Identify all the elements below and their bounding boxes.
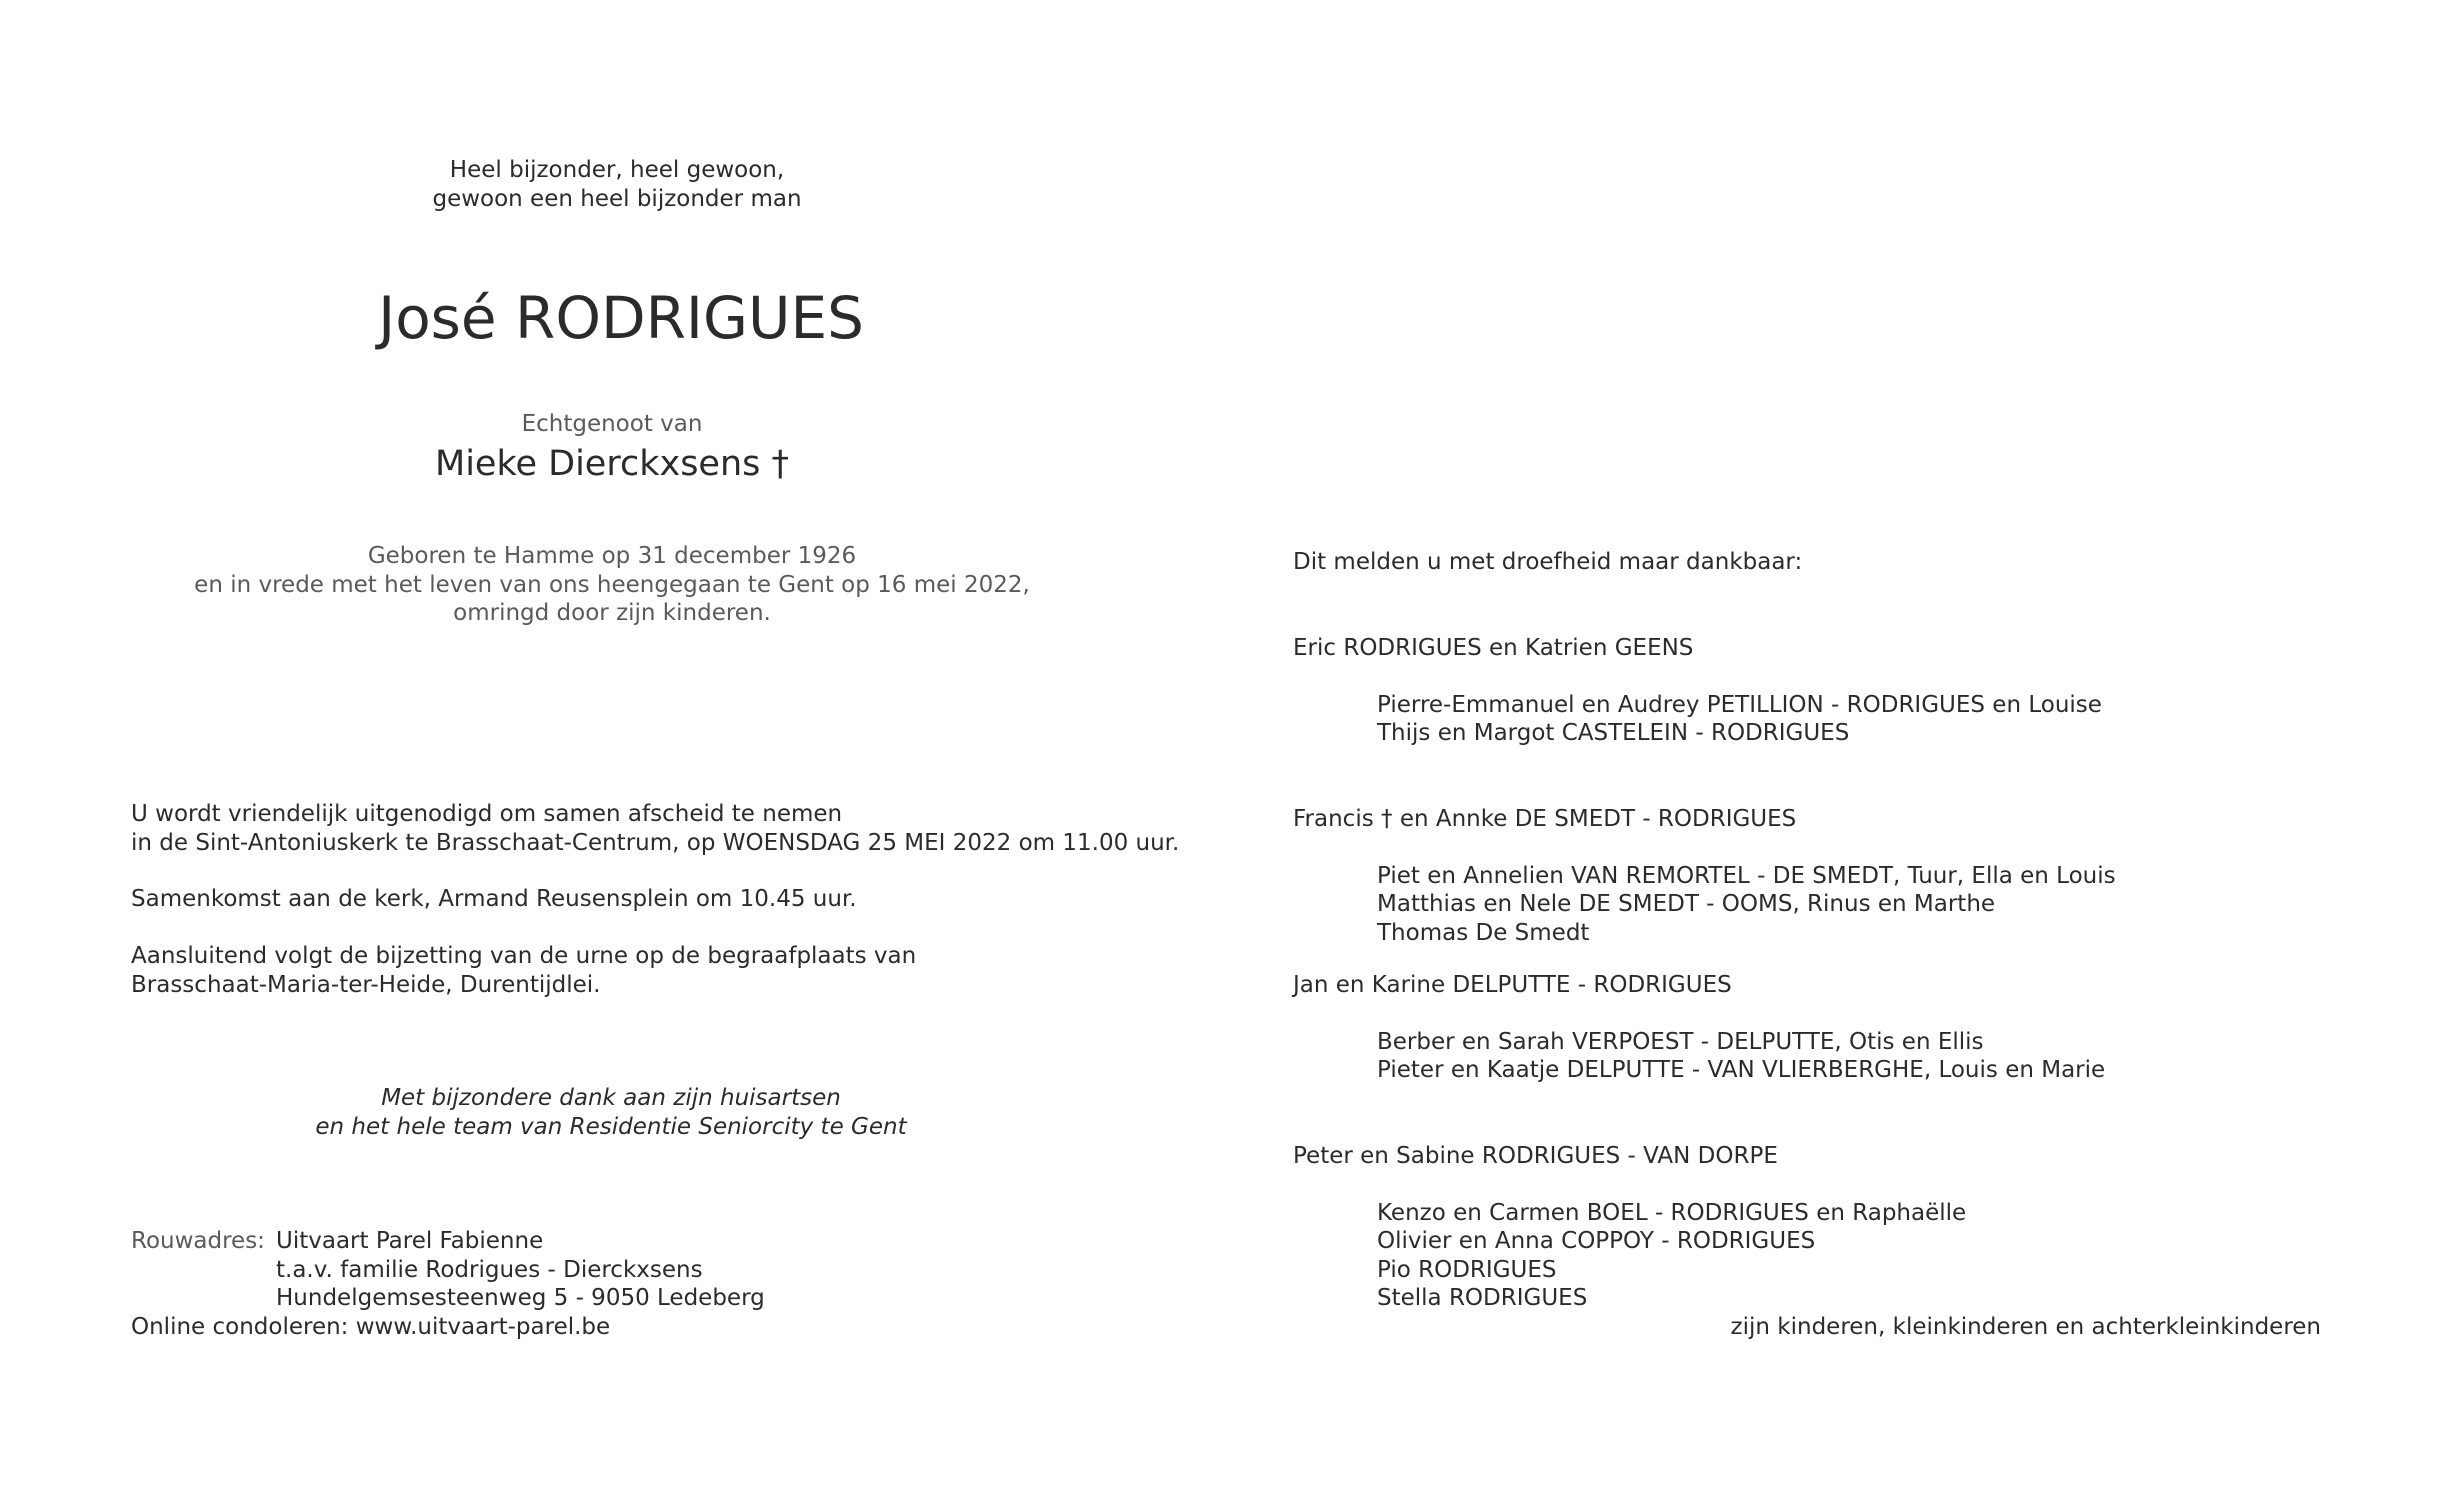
online-condolence: Online condoleren: www.uitvaart-parel.be (131, 1313, 611, 1340)
address-line: Uitvaart Parel Fabienne (276, 1228, 544, 1254)
address-line: t.a.v. familie Rodrigues - Dierckxsens (276, 1256, 703, 1283)
deceased-name: José RODRIGUES (378, 284, 864, 352)
burial-text (131, 942, 916, 999)
address-row (131, 1284, 765, 1313)
family-block (1293, 634, 2102, 748)
family-member: Berber en Sarah VERPOEST - DELPUTTE, Otis en Ellis (1377, 1028, 1984, 1055)
family-head: Francis † en Annke DE SMEDT - RODRIGUES (1293, 806, 1797, 832)
address-row (131, 1256, 765, 1285)
closing-text: zijn kinderen, kleinkinderen en achterkleinkinderen (1730, 1314, 2321, 1340)
motto-line: gewoon een heel bijzonder man (432, 185, 802, 212)
thanks-line: Met bijzondere dank aan zijn huisartsen (381, 1085, 841, 1111)
invitation-line: U wordt vriendelijk uitgenodigd om samen afscheid te nemen (131, 801, 843, 827)
family-member: Thomas De Smedt (1377, 919, 1590, 946)
thanks-text (315, 1084, 906, 1141)
address-line: Hundelgemsesteenweg 5 - 9050 Ledeberg (276, 1285, 765, 1311)
family-member: Kenzo en Carmen BOEL - RODRIGUES en Raphaëlle (1377, 1199, 1967, 1226)
family-member: Thijs en Margot CASTELEIN - RODRIGUES (1377, 720, 1850, 746)
gathering-text: Samenkomst aan de kerk, Armand Reusensplein om 10.45 uur. (131, 886, 857, 912)
family-member: Piet en Annelien VAN REMORTEL - DE SMEDT, Tuur, Ella en Louis (1377, 862, 2116, 889)
family-head: Jan en Karine DELPUTTE - RODRIGUES (1293, 972, 1732, 998)
burial-line: Brasschaat-Maria-ter-Heide, Durentijdlei. (131, 971, 601, 998)
motto (432, 156, 801, 213)
address-label: Rouwadres: (131, 1228, 265, 1254)
birth-death-text (194, 542, 1030, 628)
family-head: Peter en Sabine RODRIGUES - VAN DORPE (1293, 1143, 1778, 1169)
family-member: Matthias en Nele DE SMEDT - OOMS, Rinus en Marthe (1377, 891, 1996, 917)
invitation-line: in de Sint-Antoniuskerk te Brasschaat-Centrum, op WOENSDAG 25 MEI 2022 om 11.00 uur. (131, 829, 1180, 856)
spouse-intro: Echtgenoot van (521, 411, 703, 437)
family-member: Olivier en Anna COPPOY - RODRIGUES (1377, 1228, 1816, 1254)
family-block (1293, 805, 2116, 947)
family-member: Pieter en Kaatje DELPUTTE - VAN VLIERBERGHE, Louis en Marie (1377, 1057, 2106, 1083)
family-member: Pio RODRIGUES (1377, 1256, 1557, 1283)
burial-line: Aansluitend volgt de bijzetting van de urne op de begraafplaats van (131, 943, 917, 969)
family-block (1293, 1142, 1966, 1313)
birth-death-line: en in vrede met het leven van ons heengegaan te Gent op 16 mei 2022, (194, 571, 1030, 598)
birth-death-line: omringd door zijn kinderen. (453, 600, 771, 626)
spouse-name: Mieke Dierckxsens † (435, 444, 789, 484)
birth-death-line: Geboren te Hamme op 31 december 1926 (367, 543, 857, 569)
invitation-text (131, 800, 1179, 857)
family-head: Eric RODRIGUES en Katrien GEENS (1293, 635, 1694, 661)
announcement-intro: Dit melden u met droefheid maar dankbaar: (1293, 549, 1803, 575)
family-block (1293, 971, 2105, 1085)
address-block (131, 1227, 765, 1341)
motto-line: Heel bijzonder, heel gewoon, (449, 157, 785, 183)
address-row (131, 1227, 765, 1256)
thanks-line: en het hele team van Residentie Seniorcity te Gent (315, 1113, 907, 1140)
family-member: Pierre-Emmanuel en Audrey PETILLION - RODRIGUES en Louise (1377, 691, 2102, 718)
family-member: Stella RODRIGUES (1377, 1285, 1588, 1311)
